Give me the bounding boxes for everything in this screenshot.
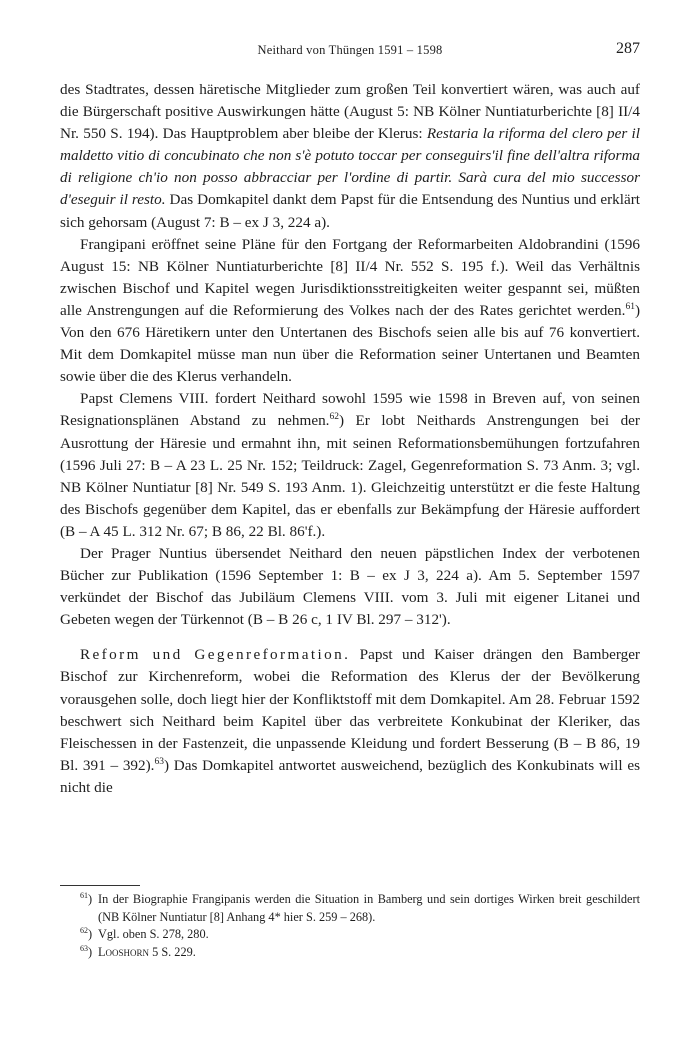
footnote-marker: $^{63}$) [80, 943, 93, 959]
paragraph-text: ) Er lobt Neithards Anstrengungen bei der Ausrottung der Häresie und ermahnt ihn, mit seinen Reformationsbemühungen fortzufahren (1596 Juli 27: B – A 23 L. 25 Nr. 152; Teildruck: Zagel, Gegenreformation S. 73 Anm. 3; vgl. NB Kölner Nuntiatur [8] Nr. 549 S. 193 Anm. 1). Gleichzeitig unterstützt er die feste Haltung des Bischofs gegenüber dem Kapitel, das er ebenfalls zur Bekämpfung der Häresie auffordert (B – A 45 L. 312 Nr. 67; B 86, 22 Bl. 86'f.). [60, 412, 640, 540]
paragraph-4 [60, 543, 640, 631]
footnote-text: In der Biographie Frangipanis werden die Situation in Bamberg und sein dortiges Wirken breit geschildert (NB Kölner Nuntiatur [8] Anhang 4* hier S. 259 – 268). [98, 892, 640, 924]
footnote-number: 63 [80, 943, 88, 953]
footnote-separator [60, 885, 140, 886]
footnote-marker: $^{62}$) [80, 926, 93, 941]
paragraph-5 [60, 644, 640, 799]
footnote-text: Vgl. oben S. 278, 280. [98, 927, 209, 941]
page-number: 287 [616, 40, 640, 57]
paragraph-text: des Stadtrates, dessen häretische Mitglieder zum großen Teil konvertiert wären, was auch auf die Bürgerschaft positive Auswirkungen hätte (August 5: NB Kölner Nuntiaturberichte [8] II/4 Nr. 550 S. 194). Das Hauptproblem aber bleibe der Klerus: [60, 81, 640, 143]
footnote-reference: 63 [154, 756, 164, 767]
paragraph-text: Papst und Kaiser drängen den Bamberger Bischof zur Kirchenreform, wobei die Reformation des Klerus der der Bevölkerung vorausgehen solle, doch liegt hier der Konfliktstoff mit dem Domkapitel. Am 28. Februar 1592 beschwert sich Neithard beim Kapitel über das verbreitete Konkubinat der Kleriker, das Fleischessen in der Fastenzeit, die unpassende Kleidung und fordert Besserung (B – B 86, 19 Bl. 391 – 392). [60, 646, 640, 774]
footnote-reference: 62 [329, 412, 339, 423]
paragraph-text: Frangipani eröffnet seine Pläne für den Fortgang der Reformarbeiten Aldobrandini (1596 August 15: NB Kölner Nuntiaturberichte [8] II/4 Nr. 552 S. 195 f.). Weil das Verhältnis zwischen Bischof und Kapitel wegen Jurisdiktionsstreitigkeiten weiter gespannt sei, müßten alle Anstrengungen auf die Reformierung des Volkes nach der des Rates gerichtet werden. [60, 235, 640, 319]
paragraph-3 [60, 388, 640, 543]
paragraph-text: Der Prager Nuntius übersendet Neithard den neuen päpstlichen Index der verbotenen Bücher zur Publikation (1596 September 1: B – ex J 3, 224 a). Am 5. September 1597 verkündet der Bischof das Jubiläum Clemens VIII. vom 3. Juli mit eigener Litanei und Gebeten wegen der Türkennot (B – B 26 c, 1 IV Bl. 297 – 312'). [60, 544, 640, 629]
body-text [60, 79, 640, 799]
paragraph-2 [60, 234, 640, 389]
italian-quotation: Restaria la riforma del clero per il maldetto vitio di concubinato che non s'è potuto toccar per conseguirs'il fine dell'altra riforma di religione ch'io non posso abbracciar per l'ordine di partir. Sarà cura del mio successor d'eseguir il resto. [60, 125, 640, 209]
footnote-reference: 61 [625, 301, 635, 312]
footnotes [60, 891, 640, 961]
footnote-text: Looshorn 5 S. 229. [98, 944, 196, 959]
footnote-marker: $^{61}$) [80, 891, 93, 906]
section-heading: Reform und Gegenreformation. [80, 646, 351, 664]
footnote-number: 62 [80, 926, 88, 935]
running-title: Neithard von Thüngen 1591 – 1598 [257, 43, 443, 57]
paragraph-text: Das Domkapitel dankt dem Papst für die Entsendung des Nuntius und erklärt sich gehorsam (August 7: B – ex J 3, 224 a). [60, 191, 640, 231]
paragraph-text: ) Das Domkapitel antwortet ausweichend, bezüglich des Konkubinats will es nicht die [60, 756, 640, 796]
footnote-63 [60, 944, 640, 962]
paragraph-1 [60, 79, 640, 234]
footnote-62 [60, 926, 640, 944]
paragraph-text: Papst Clemens VIII. fordert Neithard sowohl 1595 wie 1598 in Breven auf, von seinen Resignationsplänen Abstand zu nehmen. [60, 390, 640, 430]
footnote-61 [60, 891, 640, 926]
paragraph-text: ) Von den 676 Häretikern unter den Untertanen des Bischofs seien alle bis auf 76 konvertiert. Mit dem Domkapitel müsse man nun über die Reformation seiner Untertanen und Beamten sowie über die des Klerus verhandeln. [60, 301, 640, 386]
footnote-number: 61 [80, 891, 88, 900]
running-head [60, 40, 640, 62]
